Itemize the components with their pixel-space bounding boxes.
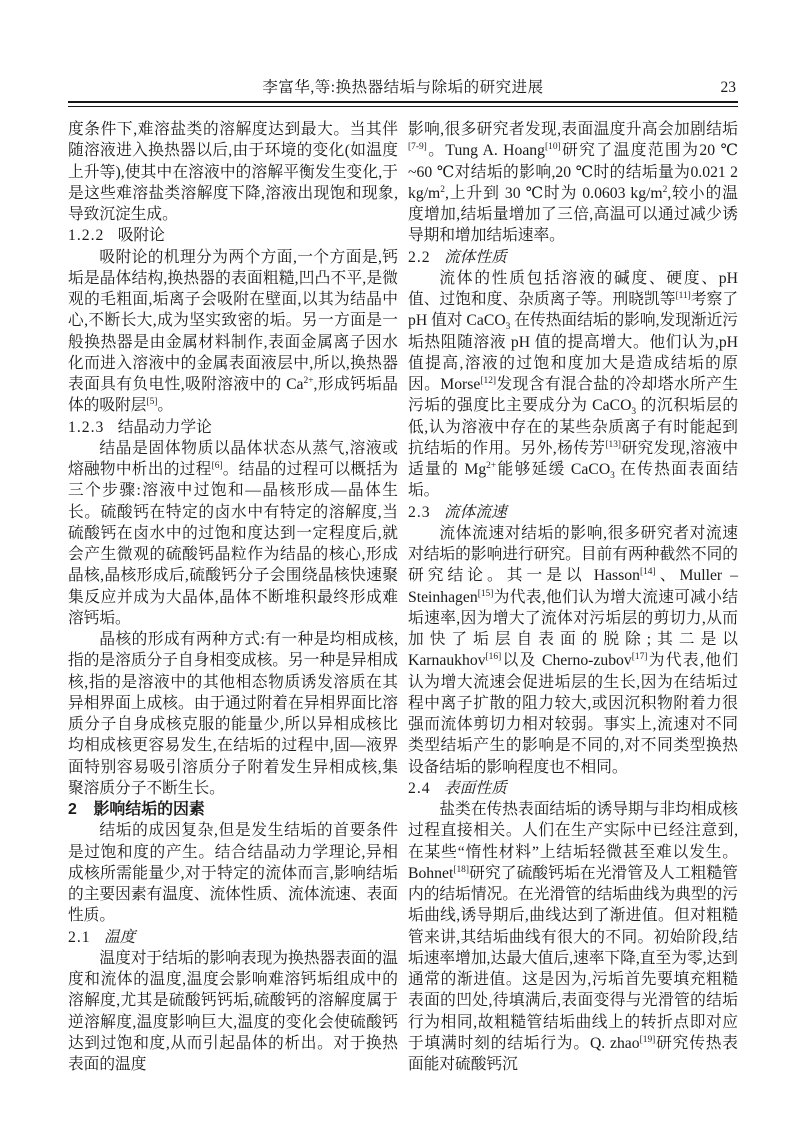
- section-heading: [68, 799, 398, 820]
- paragraph: 流体流速对结垢的影响,很多研究者对流速对结垢的影响进行研究。目前有两种截然不同的研究结论。其一是以 Hasson[14]、Muller – Steinhagen[15]为代表,他们认为增大流速可减小结垢速率,因为增大了流体对污垢层的剪切力,从而加快了垢层自表面的脱除;其二是以 Karnaukhov[16]以及 Cherno-zubov[17]为代表,他们认为增大流速会促进垢层的生长,因为在结垢过程中离子扩散的阻力较大,或因沉积物附着力很强而流体剪切力相对较弱。事实上,流速对不同类型结垢产生的影响是不同的,对不同类型换热设备结垢的影响程度也不相同。: [408, 524, 739, 776]
- paragraph: 吸附论的机理分为两个方面,一个方面是,钙垢是晶体结构,换热器的表面粗糙,凹凸不平,是微观的毛粗面,垢离子会吸附在壁面,以其为结晶中心,不断长大,成为坚实致密的垢。另一方面是一般换热器是由金属材料制作,表面金属离子因水化而进入溶液中的金属表面液层中,所以,换热器表面具有负电性,吸附溶液中的 $Ca^{2+}$,形成钙垢晶体的吸附层[5]。: [68, 248, 398, 415]
- header-rule: [68, 101, 738, 107]
- heading-number: 1.2.2: [68, 227, 105, 245]
- heading-title: 温度: [103, 928, 136, 946]
- subsection-heading: [408, 247, 738, 268]
- subsection-heading: [68, 225, 398, 246]
- paragraph: 流体的性质包括溶液的碱度、硬度、pH 值、过饱和度、杂质离子等。刑晓凯等[11]考察了 pH 值对 CaCO$_3$ 在传热面结垢的影响,发现渐近污垢热阻随溶液 pH 值的提高增大。他们认为,pH 值提高,溶液的过饱和度加大是造成结垢的原因。Morse[12]发现含有混合盐的冷却塔水所产生污垢的强度比主要成分为 CaCO$_3$ 的沉积垢层的低,认为溶液中存在的某些杂质离子有时能起到抗结垢的作用。另外,杨传芳[13]研究发现,溶液中适量的 $Mg^{2+}$能够延缓 CaCO$_3$ 在传热面表面结垢。: [408, 269, 739, 500]
- subsection-heading: [68, 417, 398, 438]
- heading-title: 影响结垢的因素: [93, 801, 205, 818]
- heading-number: 2.4: [408, 779, 431, 797]
- running-title: 李富华,等:换热器结垢与除垢的研究进展: [262, 79, 544, 96]
- right-column: [408, 119, 738, 1075]
- heading-title: 流体流速: [443, 503, 507, 521]
- paragraph: 结晶是固体物质以晶体状态从蒸气,溶液或熔融物中析出的过程[6]。结晶的过程可以概括为三个步骤:溶液中过饱和—晶核形成—晶体生长。硫酸钙在特定的卤水中有特定的溶解度,当硫酸钙在卤水中的过饱和度达到一定程度后,就会产生微观的硫酸钙晶粒作为结晶的核心,形成晶核,晶核形成后,硫酸钙分子会围绕晶核快速聚集反应并成为大晶体,晶体不断堆积最终形成难溶钙垢。: [68, 439, 399, 627]
- running-head: [68, 77, 738, 99]
- subsection-heading: [68, 927, 398, 948]
- left-column: [68, 119, 398, 1075]
- heading-title: 吸附论: [117, 227, 165, 245]
- heading-number: 2.3: [408, 503, 431, 521]
- paragraph: 结垢的成因复杂,但是发生结垢的首要条件是过饱和度的产生。结合结晶动力学理论,异相成核所需能量少,对于特定的流体而言,影响结垢的主要因素有温度、流体性质、流体流速、表面性质。: [68, 822, 398, 925]
- paragraph: 温度对于结垢的影响表现为换热器表面的温度和流体的温度,温度会影响难溶钙垢组成中的溶解度,尤其是硫酸钙钙垢,硫酸钙的溶解度属于逆溶解度,温度影响巨大,温度的变化会使硫酸钙达到过饱和度,从而引起晶体的析出。对于换热表面的温度: [68, 949, 398, 1073]
- heading-number: 1.2.3: [68, 418, 105, 436]
- heading-title: 结晶动力学论: [117, 418, 212, 436]
- heading-title: 表面性质: [443, 779, 507, 797]
- heading-number: 2.2: [408, 248, 431, 266]
- subsection-heading: [408, 502, 738, 523]
- subsection-heading: [408, 778, 738, 799]
- paragraph: 晶核的形成有两种方式:有一种是均相成核,指的是溶质分子自身相变成核。另一种是异相成核,指的是溶液中的其他相态物质诱发溶质在其异相界面上成核。由于通过附着在异相界面比溶质分子自身成核克服的能量少,所以异相成核比均相成核更容易发生,在结垢的过程中,固—液界面特别容易吸引溶质分子附着发生异相成核,集聚溶质分子不断生长。: [68, 631, 398, 797]
- article-body: [68, 119, 738, 1075]
- heading-number: 2: [68, 801, 77, 818]
- paragraph-continuation: 度条件下,难溶盐类的溶解度达到最大。当其伴随溶液进入换热器以后,由于环境的变化(如温度上升等),使其中在溶液中的溶解平衡发生变化,于是这些难溶盐类溶解度下降,溶液出现饱和现象,导致沉淀生成。: [68, 121, 398, 223]
- paragraph: 盐类在传热表面结垢的诱导期与非均相成核过程直接相关。人们在生产实际中已经注意到,在某些“惰性材料”上结垢轻微甚至难以发生。Bohnet[18]研究了硫酸钙垢在光滑管及人工粗糙管内的结垢情况。在光滑管的结垢曲线为典型的污垢曲线,诱导期后,曲线达到了渐进值。但对粗糙管来讲,其结垢曲线有很大的不同。初始阶段,结垢速率增加,达最大值后,速率下降,直至为零,达到通常的渐进值。这是因为,污垢首先要填充粗糙表面的凹处,待填满后,表面变得与光滑管的结垢行为相同,故粗糙管结垢曲线上的转折点即对应于填满时刻的结垢行为。Q. zhao[19]研究传热表面能对硫酸钙沉: [408, 801, 738, 1073]
- heading-title: 流体性质: [443, 248, 507, 266]
- heading-number: 2.1: [68, 928, 91, 946]
- page-number: 23: [720, 79, 736, 96]
- paragraph-continuation: 影响,很多研究者发现,表面温度升高会加剧结垢[7-9]。Tung A. Hoang[10]研究了温度范围为20 ℃ ~60 ℃对结垢的影响,20 ℃时的结垢量为0.021 2 $kg/m^2$,上升到 30 ℃时为 0.0603 $kg/m^2$,较小的温度增加,结垢量增加了三倍,高温可以通过减少诱导期和增加结垢速率。: [408, 121, 738, 245]
